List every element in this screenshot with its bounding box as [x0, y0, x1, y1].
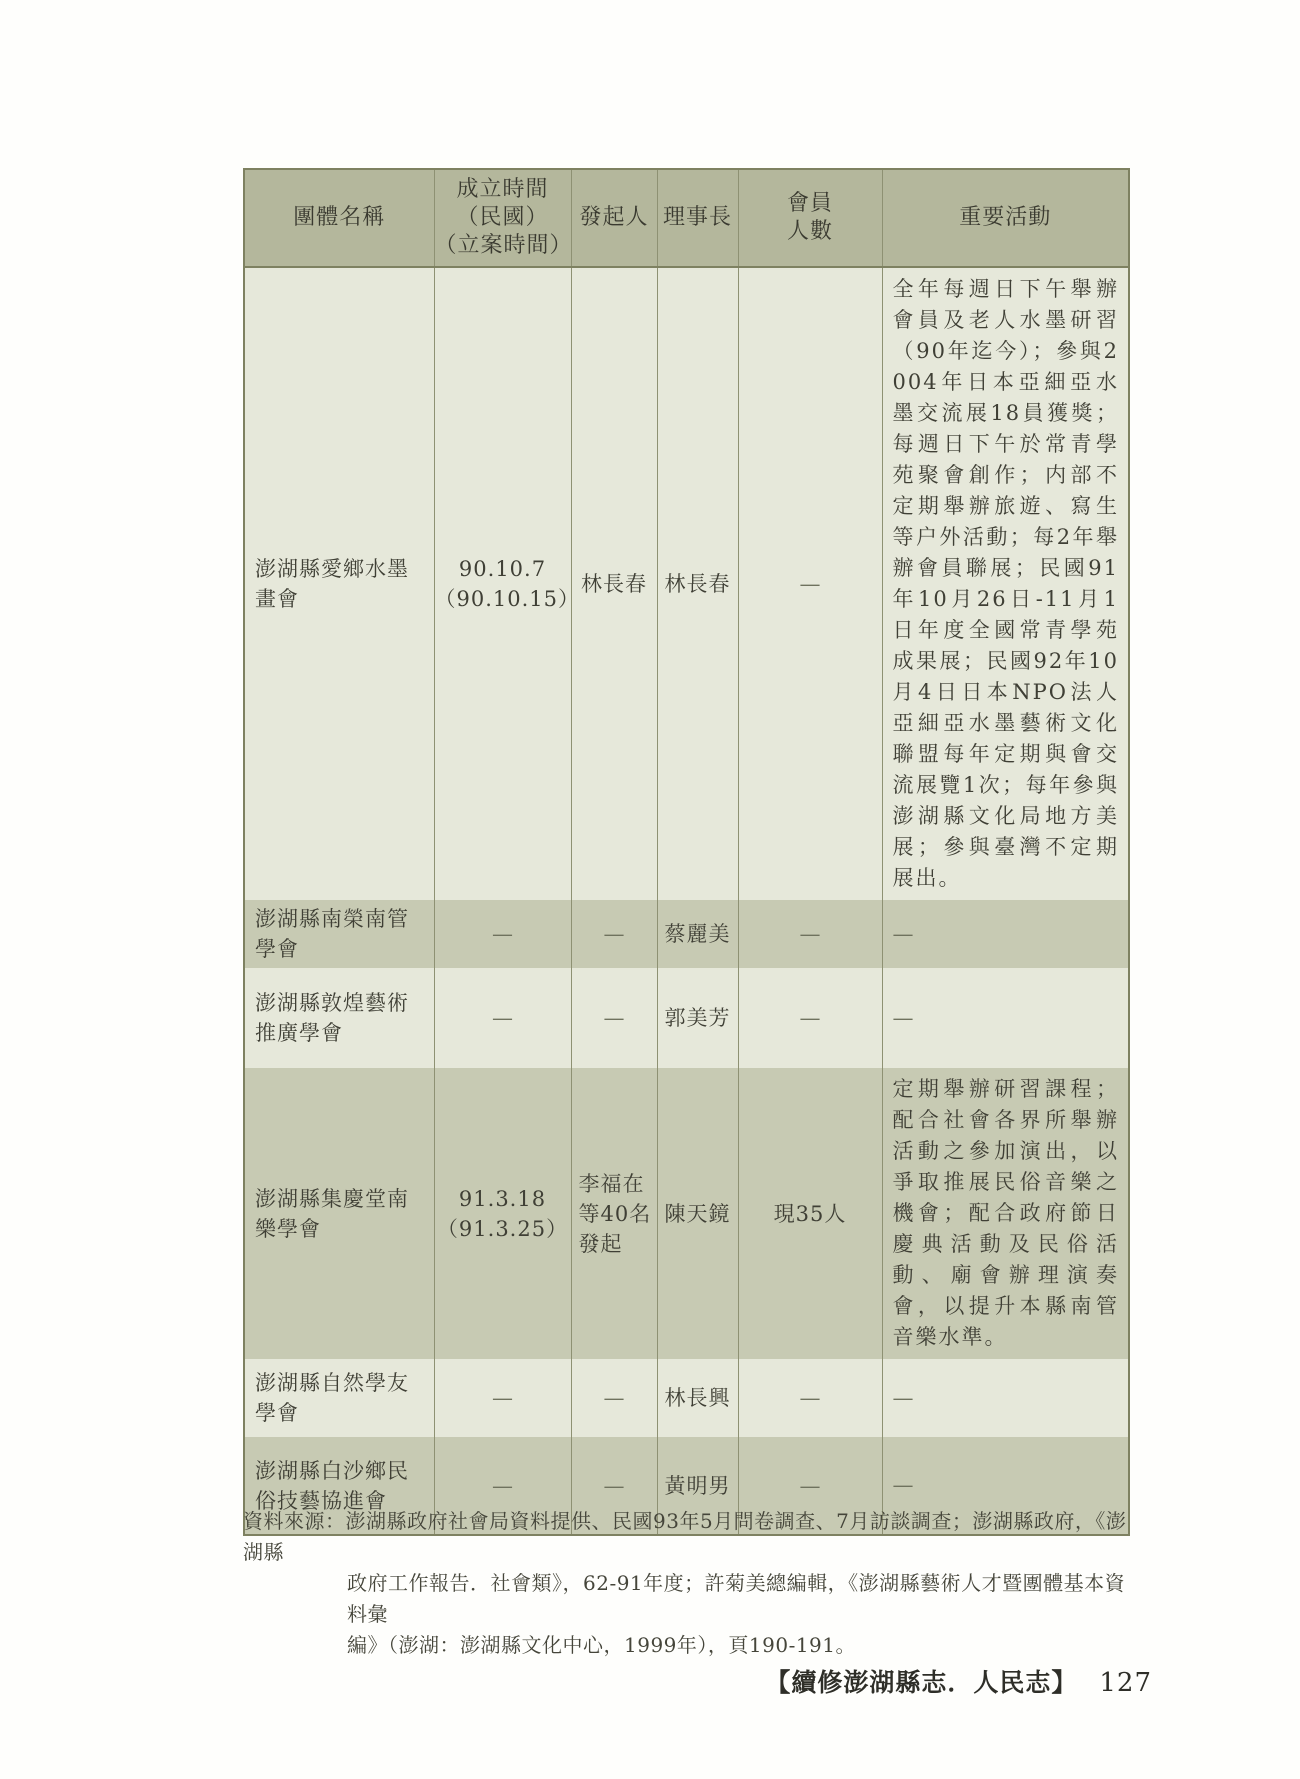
- header-member-count: 會員 人數: [738, 169, 882, 267]
- activities-cell: 全年每週日下午舉辦會員及老人水墨研習（90年迄今）；參與2004年日本亞細亞水墨交流展18員獲獎；每週日下午於常青學苑聚會創作；内部不定期舉辦旅遊、寫生等户外活動；每2年舉辦會員聯展；民國91年10月26日-11月1日年度全國常青學苑成果展；民國92年10月4日日本NPO法人亞細亞水墨藝術文化聯盟每年定期與會交流展覽1次；每年參與澎湖縣文化局地方美展；參與臺灣不定期展出。: [882, 267, 1129, 900]
- activities-cell: —: [882, 968, 1129, 1068]
- footer-page-number: 127: [1099, 1668, 1152, 1698]
- initiator-cell: 李福在 等40名 發起: [571, 1068, 657, 1359]
- activities-cell: —: [882, 1359, 1129, 1437]
- chairman-cell: 林長春: [657, 267, 738, 900]
- founded-cell: —: [434, 1437, 571, 1535]
- chairman-cell: 蔡麗美: [657, 900, 738, 968]
- org-name-cell: 澎湖縣集慶堂南 樂學會: [255, 1186, 409, 1241]
- table-row: [244, 968, 1129, 1068]
- initiator-cell: —: [571, 1437, 657, 1535]
- table-row: [244, 1359, 1129, 1437]
- table-row: [244, 900, 1129, 968]
- member-count-cell: —: [738, 267, 882, 900]
- initiator-cell: —: [571, 900, 657, 968]
- source-note-label: 資料來源：: [243, 1509, 346, 1533]
- header-activities: 重要活動: [882, 169, 1129, 267]
- table-row: [244, 267, 1129, 900]
- initiator-cell: 林長春: [571, 267, 657, 900]
- member-count-cell: —: [738, 968, 882, 1068]
- activities-cell: 定期舉辦研習課程；配合社會各界所舉辦活動之參加演出，以爭取推展民俗音樂之機會；配合政府節日慶典活動及民俗活動、廟會辦理演奏會，以提升本縣南管音樂水準。: [882, 1068, 1129, 1359]
- org-name-cell: 澎湖縣南榮南管 學會: [255, 907, 409, 961]
- header-org-name: 團體名稱: [244, 169, 434, 267]
- founded-cell: —: [434, 900, 571, 968]
- member-count-cell: —: [738, 1437, 882, 1535]
- founded-cell: —: [434, 968, 571, 1068]
- source-note: [243, 1506, 1138, 1661]
- activities-cell: —: [882, 900, 1129, 968]
- source-note-line1: 資料來源：澎湖縣政府社會局資料提供、民國93年5月問卷調查、7月訪談調查；澎湖縣政府，《澎湖縣: [243, 1509, 1127, 1564]
- header-initiator: 發起人: [571, 169, 657, 267]
- chairman-cell: 陳天鏡: [657, 1068, 738, 1359]
- org-name-cell: 澎湖縣愛鄉水墨 畫會: [255, 557, 409, 611]
- table-row: [244, 1068, 1129, 1359]
- founded-cell: 90.10.7 （90.10.15）: [434, 267, 571, 900]
- member-count-cell: —: [738, 900, 882, 968]
- member-count-cell: 現35人: [738, 1068, 882, 1359]
- source-note-line2: 政府工作報告．社會類》，62-91年度；許菊美總編輯，《澎湖縣藝術人才暨團體基本資料彙: [347, 1571, 1126, 1626]
- member-count-cell: —: [738, 1359, 882, 1437]
- initiator-cell: —: [571, 968, 657, 1068]
- header-chairman: 理事長: [657, 169, 738, 267]
- org-name-cell: 澎湖縣敦煌藝術 推廣學會: [255, 991, 409, 1045]
- chairman-cell: 林長興: [657, 1359, 738, 1437]
- chairman-cell: 郭美芳: [657, 968, 738, 1068]
- initiator-cell: —: [571, 1359, 657, 1437]
- table-header-row: [244, 169, 1129, 267]
- page-footer: [765, 1663, 1152, 1699]
- chairman-cell: 黃明男: [657, 1437, 738, 1535]
- source-note-line3: 編》（澎湖：澎湖縣文化中心，1999年），頁190-191。: [347, 1633, 857, 1657]
- org-name-cell: 澎湖縣白沙鄉民 俗技藝協進會: [255, 1458, 409, 1513]
- founded-cell: —: [434, 1359, 571, 1437]
- founded-cell: 91.3.18 （91.3.25）: [434, 1068, 571, 1359]
- org-name-cell: 澎湖縣自然學友 學會: [255, 1371, 409, 1425]
- header-founded-date: 成立時間 （民國） （立案時間）: [434, 169, 571, 267]
- organizations-table: [243, 168, 1130, 1536]
- activities-cell: —: [882, 1437, 1129, 1535]
- footer-book-title: 【續修澎湖縣志．人民志】: [765, 1668, 1078, 1697]
